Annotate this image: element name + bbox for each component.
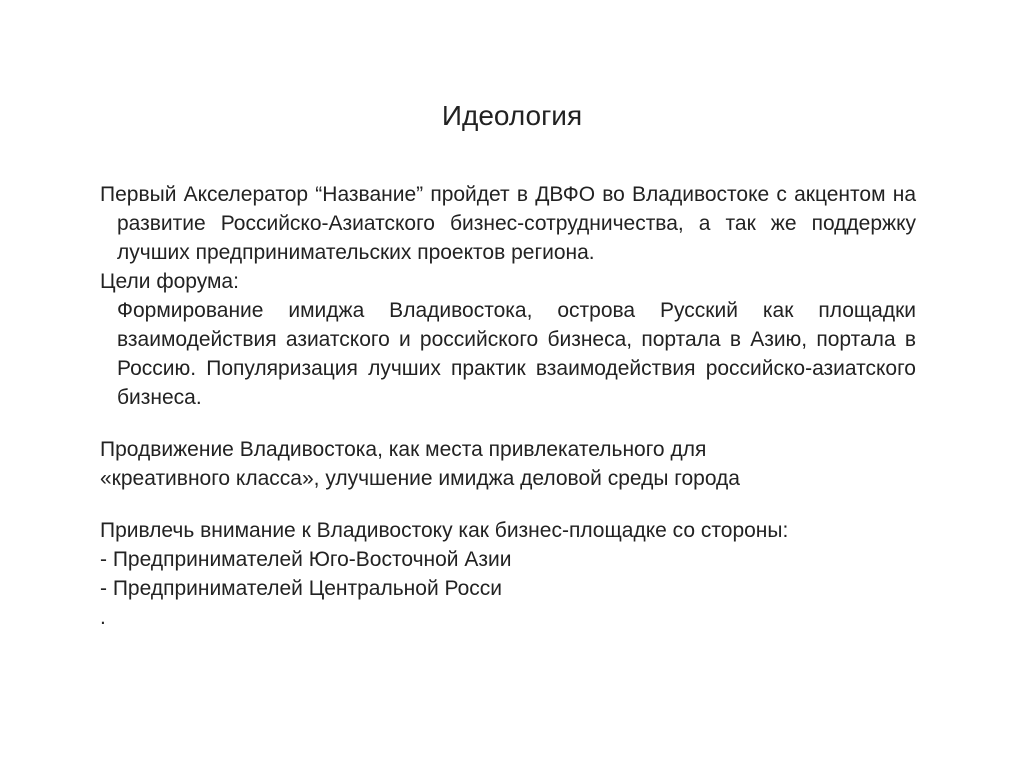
spacer: [100, 493, 916, 516]
slide-title: Идеология: [441, 100, 583, 131]
spacer: [100, 412, 916, 435]
goal-promotion-line-2: «креативного класса», улучшение имиджа деловой среды города: [100, 467, 740, 490]
goals-heading: Цели форума:: [100, 270, 239, 293]
intro-paragraph: Первый Акселератор “Название” пройдет в ДВФО во Владивостоке с акцентом на развитие Российско-Азиатского бизнес-сотрудничества, а так же поддержку лучших предпринимательских проектов региона.: [100, 183, 916, 264]
trailing-mark: .: [100, 606, 106, 629]
audience-item: - Предпринимателей Центральной Росси: [100, 577, 503, 600]
goal-promotion-line-1: Продвижение Владивостока, как места привлекательного для: [100, 438, 707, 461]
audience-item: - Предпринимателей Юго-Восточной Азии: [100, 548, 512, 571]
goal-attention-heading: Привлечь внимание к Владивостоку как бизнес-площадке со стороны:: [100, 519, 789, 542]
goal-image-paragraph: Формирование имиджа Владивостока, острова Русский как площадки взаимодействия азиатского и российского бизнеса, портала в Азию, портала в Россию. Популяризация лучших практик взаимодействия российско-азиатского бизнеса.: [117, 299, 916, 409]
slide-body: [100, 180, 916, 632]
